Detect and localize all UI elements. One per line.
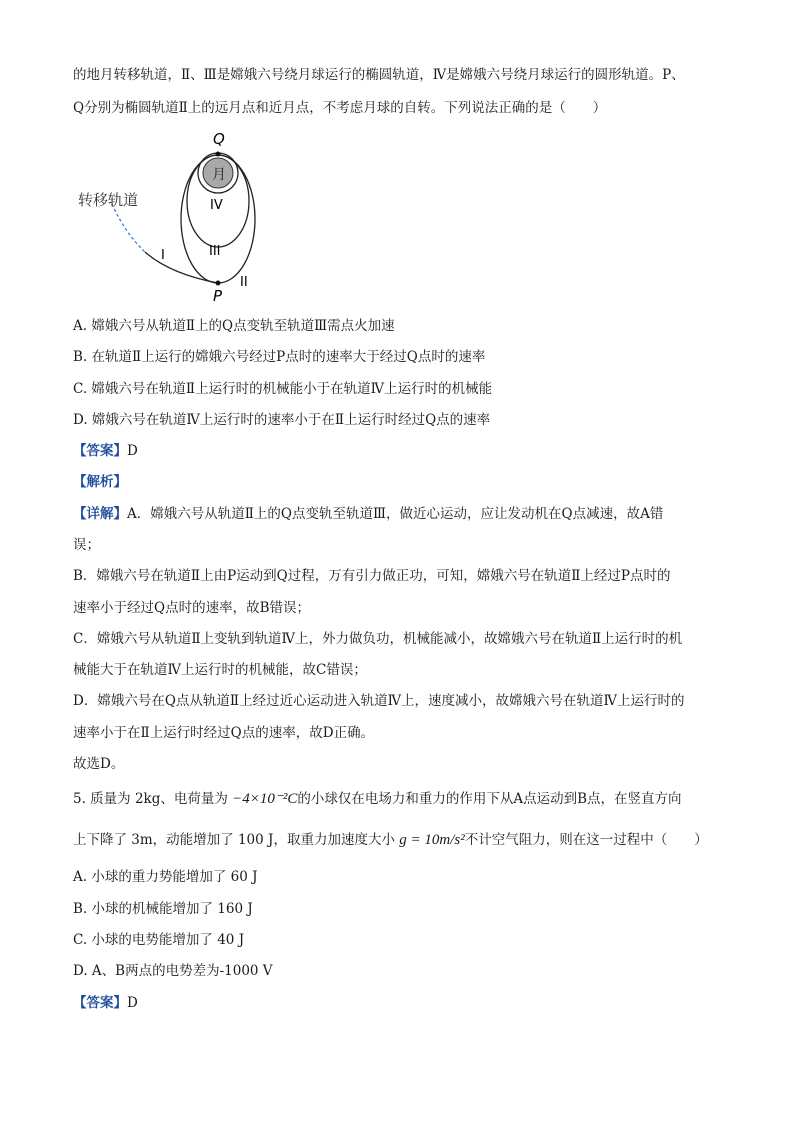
detail-tag: 【详解】 bbox=[73, 506, 127, 522]
label-transfer-orbit: 转移轨道 bbox=[78, 191, 139, 209]
orbit-diagram bbox=[70, 128, 280, 308]
q4-option-c: C. 嫦娥六号在轨道Ⅱ上运行时的机械能小于在轨道Ⅳ上运行时的机械能 bbox=[73, 381, 493, 397]
q5-answer-value: D bbox=[127, 995, 138, 1011]
point-q bbox=[216, 152, 221, 157]
label-iv: IV bbox=[210, 198, 223, 213]
q4-option-a: A. 嫦娥六号从轨道Ⅱ上的Q点变轨至轨道Ⅲ需点火加速 bbox=[73, 318, 395, 334]
point-p bbox=[216, 281, 221, 286]
q4-conclusion: 故选D。 bbox=[73, 756, 125, 772]
analysis-tag: 【解析】 bbox=[73, 474, 127, 490]
q5-option-c: C. 小球的电势能增加了 40 J bbox=[73, 932, 245, 948]
q5-stem-part-1: 5. 质量为 2kg、电荷量为 bbox=[73, 791, 228, 807]
q5-option-b: B. 小球的机械能增加了 160 J bbox=[73, 901, 253, 917]
q5-stem-line-1 bbox=[73, 790, 682, 808]
answer-value: D bbox=[127, 443, 138, 459]
q4-detail-a-line-2: 误； bbox=[73, 537, 100, 553]
q5-option-a: A. 小球的重力势能增加了 60 J bbox=[73, 869, 258, 885]
q5-stem-part-4: 不计空气阻力，则在这一过程中（ ） bbox=[464, 832, 708, 848]
label-ii: II bbox=[240, 275, 248, 290]
q4-option-d: D. 嫦娥六号在轨道Ⅳ上运行时的速率小于在Ⅱ上运行时经过Q点的速率 bbox=[73, 412, 491, 428]
label-iii: III bbox=[209, 244, 221, 259]
q4-detail-d-line-1: D．嫦娥六号在Q点从轨道Ⅱ上经过近心运动进入轨道Ⅳ上，速度减小，故嫦娥六号在轨道Ⅳ上运行时的 bbox=[73, 693, 685, 709]
transfer-orbit-dashed bbox=[112, 204, 145, 252]
q4-detail-c-line-2: 械能大于在轨道Ⅳ上运行时的机械能，故C错误； bbox=[73, 662, 367, 678]
q4-intro-line-2: Q分别为椭圆轨道Ⅱ上的远月点和近月点，不考虑月球的自转。下列说法正确的是（ ） bbox=[73, 100, 607, 116]
label-q: Q bbox=[213, 130, 225, 148]
q4-analysis-heading bbox=[73, 473, 127, 491]
q5-charge-formula: −4×10⁻²C bbox=[232, 791, 298, 807]
label-moon: 月 bbox=[212, 167, 226, 183]
q5-answer-tag: 【答案】 bbox=[73, 995, 127, 1011]
q5-gravity-formula: g = 10m/s² bbox=[399, 832, 465, 848]
q5-stem-line-2 bbox=[73, 831, 708, 849]
q5-option-d: D. A、B两点的电势差为-1000 V bbox=[73, 963, 273, 979]
q4-option-b: B. 在轨道Ⅱ上运行的嫦娥六号经过P点时的速率大于经过Q点时的速率 bbox=[73, 349, 486, 365]
q4-detail-c-line-1: C．嫦娥六号从轨道Ⅱ上变轨到轨道Ⅳ上，外力做负功，机械能减小，故嫦娥六号在轨道Ⅱ上运行时的机 bbox=[73, 631, 683, 647]
q4-detail-a-line-1 bbox=[73, 505, 663, 523]
q4-detail-b-line-2: 速率小于经过Q点时的速率，故B错误； bbox=[73, 600, 310, 616]
answer-tag: 【答案】 bbox=[73, 443, 127, 459]
q5-stem-part-2: 的小球仅在电场力和重力的作用下从A点运动到B点，在竖直方向 bbox=[297, 791, 682, 807]
label-i: I bbox=[161, 248, 165, 263]
label-p: P bbox=[213, 287, 223, 305]
q4-intro-line-1: 的地月转移轨道，Ⅱ、Ⅲ是嫦娥六号绕月球运行的椭圆轨道，Ⅳ是嫦娥六号绕月球运行的圆形轨道。P、 bbox=[73, 67, 685, 83]
q5-stem-part-3: 上下降了 3m，动能增加了 100 J，取重力加速度大小 bbox=[73, 832, 395, 848]
q4-answer bbox=[73, 442, 138, 460]
q5-answer bbox=[73, 994, 138, 1012]
detail-a-text: A．嫦娥六号从轨道Ⅱ上的Q点变轨至轨道Ⅲ，做近心运动，应让发动机在Q点减速，故A错 bbox=[127, 506, 664, 522]
q4-detail-d-line-2: 速率小于在Ⅱ上运行时经过Q点的速率，故D正确。 bbox=[73, 725, 375, 741]
q4-detail-b-line-1: B．嫦娥六号在轨道Ⅱ上由P运动到Q过程，万有引力做正功，可知，嫦娥六号在轨道Ⅱ上经过P点时的 bbox=[73, 568, 671, 584]
transfer-orbit-solid bbox=[145, 252, 218, 283]
